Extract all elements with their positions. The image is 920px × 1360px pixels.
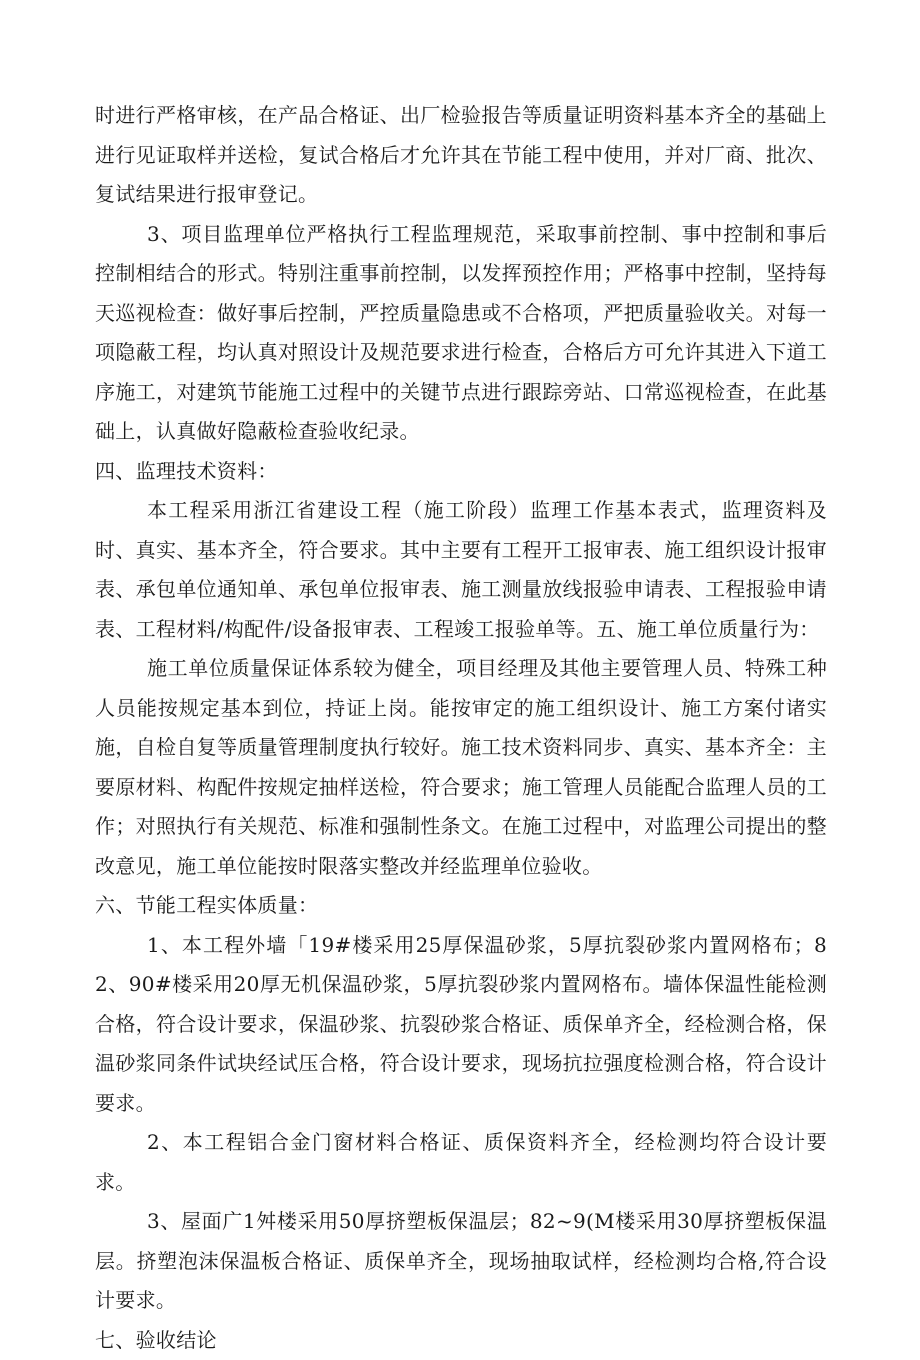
document-body	[95, 96, 827, 1360]
paragraph-item-2-windows: 2、本工程铝合金门窗材料合格证、质保资料齐全，经检测均符合设计要求。	[95, 1123, 827, 1202]
paragraph-continuation: 时进行严格审核，在产品合格证、出厂检验报告等质量证明资料基本齐全的基础上进行见证取样并送检，复试合格后才允许其在节能工程中使用，并对厂商、批次、复试结果进行报审登记。	[95, 96, 827, 215]
section-heading-4: 四、监理技术资料：	[95, 452, 827, 492]
paragraph-item-1-walls: 1、本工程外墙「19#楼采用25厚保温砂浆，5厚抗裂砂浆内置网格布；82、90#楼采用20厚无机保温砂浆，5厚抗裂砂浆内置网格布。墙体保温性能检测合格，符合设计要求，保温砂浆、抗裂砂浆合格证、质保单齐全，经检测合格，保温砂浆同条件试块经试压合格，符合设计要求，现场抗拉强度检测合格，符合设计要求。	[95, 926, 827, 1124]
paragraph-item-3-roof: 3、屋面广1舛楼采用50厚挤塑板保温层；82~9(M楼采用30厚挤塑板保温层。挤塑泡沫保温板合格证、质保单齐全，现场抽取试样，经检测均合格,符合设计要求。	[95, 1202, 827, 1321]
section-heading-7: 七、验收结论	[95, 1321, 827, 1360]
paragraph-construction-quality: 施工单位质量保证体系较为健全，项目经理及其他主要管理人员、特殊工种人员能按规定基本到位，持证上岗。能按审定的施工组织设计、施工方案付诸实施，自检自复等质量管理制度执行较好。施工技术资料同步、真实、基本齐全：主要原材料、构配件按规定抽样送检，符合要求；施工管理人员能配合监理人员的工作；对照执行有关规范、标准和强制性条文。在施工过程中，对监理公司提出的整改意见，施工单位能按时限落实整改并经监理单位验收。	[95, 649, 827, 886]
section-heading-6: 六、节能工程实体质量：	[95, 886, 827, 926]
paragraph-item-3-supervision: 3、项目监理单位严格执行工程监理规范，采取事前控制、事中控制和事后控制相结合的形式。特别注重事前控制，以发挥预控作用；严格事中控制，坚持每天巡视检查：做好事后控制，严控质量隐患或不合格项，严把质量验收关。对每一项隐蔽工程，均认真对照设计及规范要求进行检查，合格后方可允许其进入下道工序施工，对建筑节能施工过程中的关键节点进行跟踪旁站、口常巡视检查，在此基础上，认真做好隐蔽检查验收纪录。	[95, 215, 827, 452]
paragraph-technical-records: 本工程采用浙江省建设工程（施工阶段）监理工作基本表式，监理资料及时、真实、基本齐全，符合要求。其中主要有工程开工报审表、施工组织设计报审表、承包单位通知单、承包单位报审表、施工测量放线报验申请表、工程报验申请表、工程材料/构配件/设备报审表、工程竣工报验单等。五、施工单位质量行为：	[95, 491, 827, 649]
